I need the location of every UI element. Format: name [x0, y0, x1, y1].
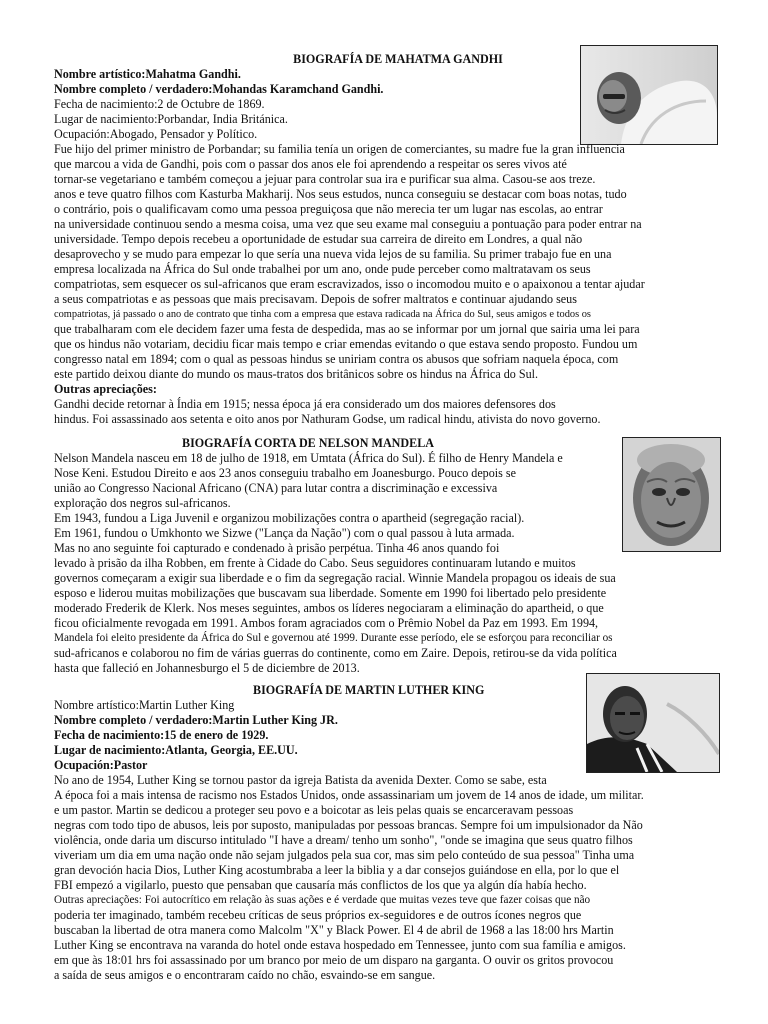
mandela-line: hasta que falleció en Johannesburgo el 5 de diciembre de 2013. — [54, 661, 360, 675]
mandela-section — [54, 436, 742, 676]
mlk-bio-line: No ano de 1954, Luther King se tornou pastor da igreja Batista da avenida Dexter. Como se sabe, esta — [54, 773, 547, 787]
mandela-line: sud-africanos e colaborou no fim de várias guerras do continente, como em Zaire. Depois, retirou-se da vida política — [54, 646, 617, 660]
mlk-bio-line: A época foi a mais intensa de racismo nos Estados Unidos, onde assassinariam um jovem de 14 anos de idade, um militar. — [54, 788, 644, 802]
gandhi-birth-place: Lugar de nacimiento:Porbandar, India Británica. — [54, 112, 288, 126]
gandhi-bio-line: que marcou a vida de Gandhi, pois com o passar dos anos ele foi aprendendo a respeitar os seres vivos até — [54, 157, 567, 171]
mlk-artistic-name: Nombre artístico:Martin Luther King — [54, 698, 235, 712]
gandhi-bio-line: este partido deixou diante do mundo os maus-tratos dos britânicos sobre os hindus na África do Sul. — [54, 367, 539, 381]
mlk-bio-line: violência, onde daria um discurso intitulado "I have a dream/ tenho um sonho", "onde se imagina que seus quatro filhos — [54, 833, 633, 847]
gandhi-title: BIOGRAFÍA DE MAHATMA GANDHI — [293, 52, 503, 66]
gandhi-section — [54, 52, 742, 427]
mandela-line: levado à prisão da ilha Robben, em frente à Cidade do Cabo. Seus seguidores continuaram lutando e muitos — [54, 556, 576, 570]
mandela-line: união ao Congresso Nacional Africano (CNA) para lutar contra a discriminação e excessiva — [54, 481, 498, 495]
gandhi-bio-line: o contrário, pois o qualificavam como uma pessoa preguiçosa que não merecia ter um lugar nas escolas, ao entrar — [54, 202, 603, 216]
mlk-bio-line: buscaban la libertad de otra manera como Malcolm "X" y Black Power. El 4 de abril de 1968 a las 18:00 hrs Martin — [54, 923, 614, 937]
gandhi-bio-line: anos e teve quatro filhos com Kasturba Makharij. Nos seus estudos, nunca conseguiu se destacar com boas notas, tudo — [54, 187, 627, 201]
mlk-section — [54, 683, 742, 983]
mlk-title: BIOGRAFÍA DE MARTIN LUTHER KING — [253, 683, 485, 697]
gandhi-bio-line: a seus compatriotas e as pessoas que mais precisavam. Depois de sofrer maltratos e continuar ajudando seus — [54, 292, 577, 306]
gandhi-bio-line: universidade. Tempo depois recebeu a oportunidade de estudar sua carreira de direito em Londres, a qual não — [54, 232, 583, 246]
gandhi-birth-date: Fecha de nacimiento:2 de Octubre de 1869. — [54, 97, 265, 111]
gandhi-occupation: Ocupación:Abogado, Pensador y Político. — [54, 127, 258, 141]
mlk-bio-line: negras com todo tipo de abusos, leis por suposto, manipuladas por pessoas brancas. Sempre foi um impulsionador da Não — [54, 818, 643, 832]
mlk-bio-line: Luther King se encontrava na varanda do hotel onde estava hospedado em Tennessee, junto com sua família e amigos. — [54, 938, 626, 952]
gandhi-bio-line: compatriotas, já passado o ano de contrato que tinha com a empresa que estava radicada na África do Sul, seus amigos e todos os — [54, 309, 591, 320]
gandhi-bio-line: tornar-se vegetariano e também começou a jejuar para controlar sua ira e purificar sua alma. Casou-se aos treze. — [54, 172, 596, 186]
gandhi-other-line: Gandhi decide retornar à Índia em 1915; nessa época já era considerado um dos maiores defensores dos — [54, 397, 556, 411]
mlk-bio-line: viveriam um dia em uma nação onde não sejam julgados pela sua cor, mas sim pelo conteúdo de sua pessoa" Tinha uma — [54, 848, 635, 862]
mandela-line: Nose Keni. Estudou Direito e aos 23 anos conseguiu trabalho em Joanesburgo. Pouco depois se — [54, 466, 516, 480]
mlk-occupation: Ocupación:Pastor — [54, 758, 148, 772]
mandela-title: BIOGRAFÍA CORTA DE NELSON MANDELA — [182, 436, 435, 450]
mandela-line: exploração dos negros sul-africanos. — [54, 496, 231, 510]
mlk-bio-line: gran devoción hacia Dios, Luther King acostumbraba a leer la biblia y a dar consejos guiándose en ella, por lo que el — [54, 863, 620, 877]
mlk-birth-place: Lugar de nacimiento:Atlanta, Georgia, EE.UU. — [54, 743, 298, 757]
gandhi-other-heading: Outras apreciações: — [54, 382, 157, 396]
mlk-bio-line: Outras apreciações: Foi autocrítico em relação às suas ações e é verdade que muitas vezes teve que fazer coisas que não — [54, 894, 591, 906]
mandela-line: Mas no ano seguinte foi capturado e condenado à prisão perpétua. Tinha 46 anos quando foi — [54, 541, 500, 555]
mandela-line: esposo e liderou muitas mobilizações que buscavam sua liberdade. Somente em 1990 foi libertado pelo presidente — [54, 586, 607, 600]
mlk-bio-line: em que às 18:01 hrs foi assassinado por um branco por meio de um disparo na garganta. O ouvir os gritos provocou — [54, 953, 614, 967]
mlk-bio-line: poderia ter imaginado, também recebeu críticas de seus próprios ex-seguidores e de outros ícones negros que — [54, 908, 582, 922]
mlk-bio-line: e um pastor. Martin se dedicou a proteger seu povo e a boicotar as leis pelas quais se encarceravam pessoas — [54, 803, 574, 817]
mlk-full-name: Nombre completo / verdadero:Martin Luther King JR. — [54, 713, 338, 727]
mandela-line: ficou oficialmente revogada em 1991. Ambos foram agraciados com o Prêmio Nobel da Paz em 1993. Em 1994, — [54, 616, 599, 630]
gandhi-bio-line: congresso natal em 1894; com o qual as pessoas hindus se uniriam contra os abusos que sofriam naquela época, com — [54, 352, 619, 366]
gandhi-bio-line: que os hindus não votariam, decidiu ficar mais tempo e criar emendas evitando o que estava sendo proposto. Fundou um — [54, 337, 638, 351]
mandela-line: Em 1943, fundou a Liga Juvenil e organizou mobilizações contra o apartheid (segregação racial). — [54, 511, 525, 525]
gandhi-full-name: Nombre completo / verdadero:Mohandas Karamchand Gandhi. — [54, 82, 384, 96]
mlk-birth-date: Fecha de nacimiento:15 de enero de 1929. — [54, 728, 269, 742]
mandela-line: Mandela foi eleito presidente da África do Sul e governou até 1999. Durante esse período, ele se esforçou para reconciliar os — [54, 632, 613, 644]
gandhi-bio-line: empresa localizada na África do Sul onde trabalhei por um ano, onde pude perceber como maltratavam os seus — [54, 262, 591, 276]
mandela-line: moderado Frederik de Klerk. Nos meses seguintes, ambos os líderes negociaram a eliminação do apartheid, o que — [54, 601, 604, 615]
gandhi-bio-line: desaprovecho y se mudo para empezar lo que sería una nueva vida lejos de su familia. Su primer trabajo fue en una — [54, 247, 612, 261]
gandhi-artistic-name: Nombre artístico:Mahatma Gandhi. — [54, 67, 241, 81]
mlk-bio-line: FBI empezó a vigilarlo, puesto que pensaban que causaría más conflictos de los que ya algún día había hecho. — [54, 878, 587, 892]
mandela-line: Nelson Mandela nasceu em 18 de julho de 1918, em Umtata (África do Sul). É filho de Henry Mandela e — [54, 451, 563, 465]
gandhi-bio-line: Fue hijo del primer ministro de Porbandar; su familia tenía un origen de comerciantes, su madre fue la gran influencia — [54, 142, 625, 156]
gandhi-bio-line: na universidade continuou sendo a mesma coisa, uma vez que seu exame mal conseguiu a pontuação para poder entrar na — [54, 217, 642, 231]
gandhi-bio-line: que trabalharam com ele decidem fazer uma festa de despedida, mas ao se informar por um jornal que sairia uma lei para — [54, 322, 640, 336]
mlk-bio-line: a saída de seus amigos e o encontraram caído no chão, esvaindo-se em sangue. — [54, 968, 436, 982]
mandela-line: governos começaram a exigir sua liberdade e o fim da segregação racial. Winnie Mandela propagou os ideais de sua — [54, 571, 616, 585]
mandela-line: Em 1961, fundou o Umkhonto we Sizwe ("Lança da Nação") com o qual passou à luta armada. — [54, 526, 515, 540]
gandhi-bio-line: compatriotas, sem esquecer os sul-africanos que eram escravizados, isso o incomodou muito e o apaixonou a tentar ajudar — [54, 277, 645, 291]
gandhi-other-line: hindus. Foi assassinado aos setenta e oito anos por Nathuram Godse, um radical hindu, ativista do novo governo. — [54, 412, 601, 426]
